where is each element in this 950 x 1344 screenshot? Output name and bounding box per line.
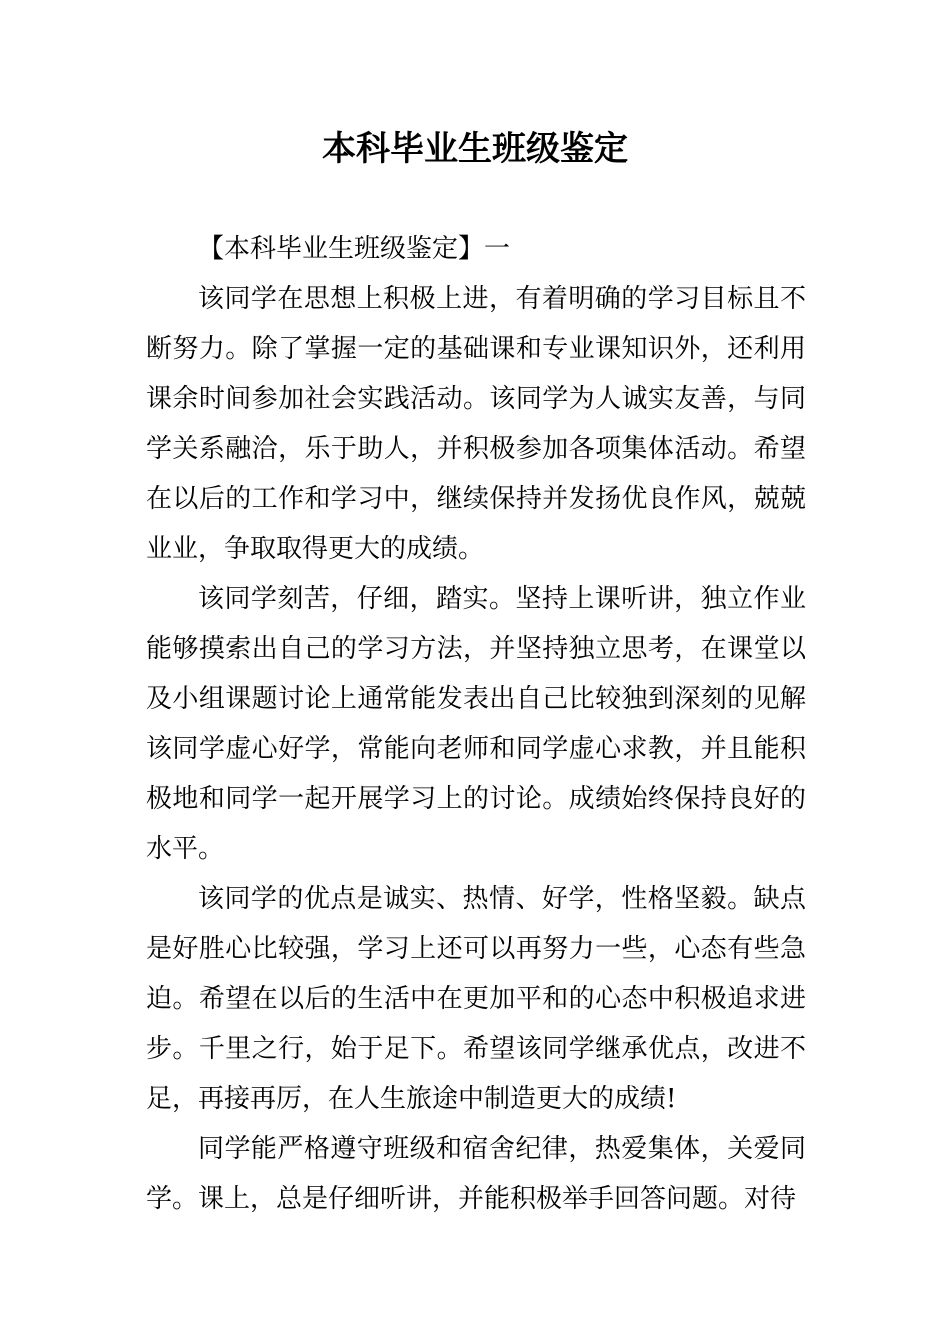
paragraph-2: 该同学刻苦，仔细，踏实。坚持上课听讲，独立作业能够摸索出自己的学习方法，并坚持独立思考，在课堂以及小组课题讨论上通常能发表出自己比较独到深刻的见解该同学虚心好学，常能向老师和同学虚心求教，并且能积极地和同学一起开展学习上的讨论。成绩始终保持良好的水平。 — [146, 584, 806, 864]
page-title: 本科毕业生班级鉴定 — [322, 129, 628, 169]
paragraph-3: 该同学的优点是诚实、热情、好学，性格坚毅。缺点是好胜心比较强，学习上还可以再努力一些，心态有些急迫。希望在以后的生活中在更加平和的心态中积极追求进步。千里之行，始于足下。希望该同学继承优点，改进不足，再接再厉，在人生旅途中制造更大的成绩! — [146, 884, 806, 1114]
paragraph-1: 该同学在思想上积极上进，有着明确的学习目标且不断努力。除了掌握一定的基础课和专业课知识外，还利用课余时间参加社会实践活动。该同学为人诚实友善，与同学关系融洽，乐于助人，并积极参加各项集体活动。希望在以后的工作和学习中，继续保持并发扬优良作风，兢兢业业，争取取得更大的成绩。 — [146, 284, 806, 564]
document-body — [146, 224, 806, 1224]
section-heading: 【本科毕业生班级鉴定】一 — [198, 234, 511, 264]
paragraph-4: 同学能严格遵守班级和宿舍纪律，热爱集体，关爱同学。课上，总是仔细听讲，并能积极举手回答问题。对待 — [146, 1134, 806, 1214]
